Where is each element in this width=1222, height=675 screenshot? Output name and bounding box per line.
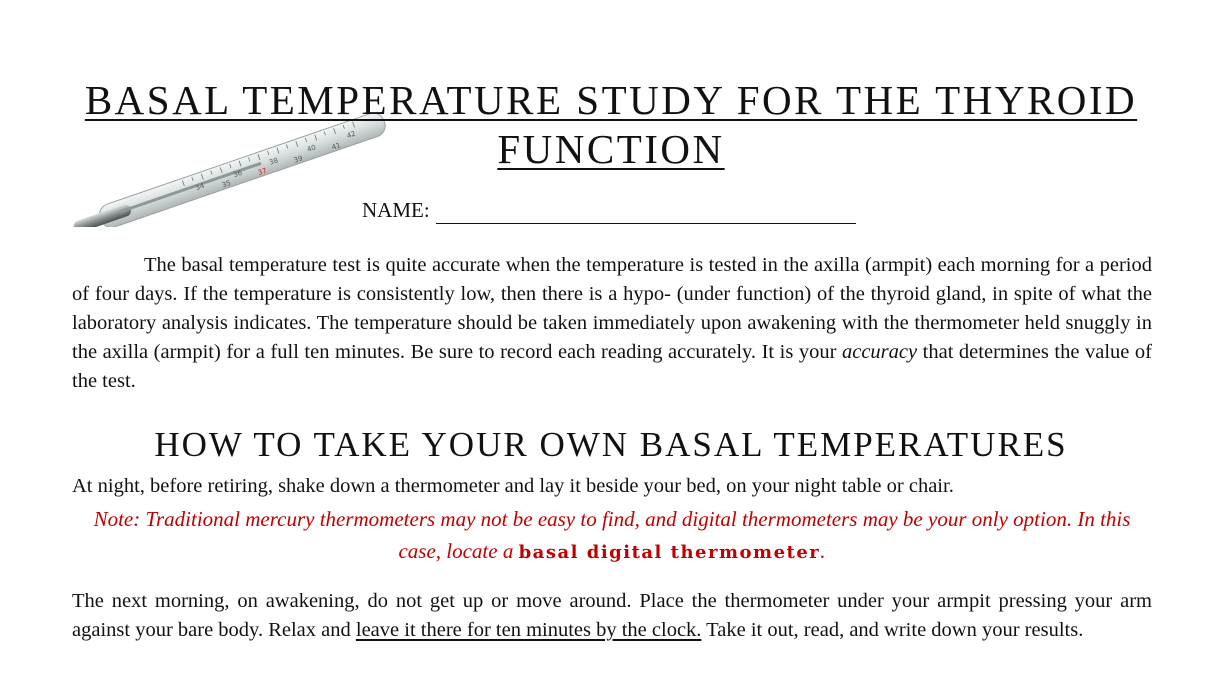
name-blank-line[interactable] — [436, 201, 856, 224]
scale-label: 42 — [345, 129, 357, 141]
emphasis-accuracy: accuracy — [841, 341, 918, 363]
intro-paragraph: The basal temperature test is quite accurate when the temperature is tested in the axilla (armpit) each morning for a period of four days. If the temperature is consistently low, then there is a hypo- (under function) of the thyroid gland, in spite of what the laboratory analysis indicates. The temperature should be taken immediately upon awakening with the thermometer held snuggly in the axilla (armpit) for a full ten minutes. Be sure to record each reading accurately. It is your accuracy that determines the value of the test. — [72, 254, 1152, 392]
name-field-row — [362, 196, 856, 224]
scale-label: 38 — [268, 156, 280, 167]
section-heading: HOW TO TAKE YOUR OWN BASAL TEMPERATURES — [154, 425, 1068, 464]
page-title: BASAL TEMPERATURE STUDY FOR THE THYROID FUNCTION — [84, 77, 1138, 172]
scale-label: 37 — [256, 166, 268, 178]
step-night-paragraph: At night, before retiring, shake down a thermometer and lay it beside your bed, on your night table or chair. — [72, 475, 954, 497]
scale-label: 35 — [220, 178, 233, 190]
scale-label: 34 — [194, 181, 206, 193]
scale-label: 36 — [232, 168, 244, 180]
step-morning-paragraph: The next morning, on awakening, do not get up or move around. Place the thermometer under your armpit pressing your arm against your bare body. Relax and leave it there for ten minutes by the clock. Take it out, read, and write down your results. — [72, 590, 1152, 641]
scale-label: 39 — [292, 154, 304, 165]
underlined-instruction: leave it there for ten minutes by the clock. — [355, 619, 702, 641]
scale-label: 40 — [306, 143, 318, 154]
note-bold-term: basal digital thermometer — [518, 542, 821, 563]
note-paragraph: Note: Traditional mercury thermometers may not be easy to find, and digital thermometers may be your only option. In this case, locate a basal digital thermometer. — [93, 507, 1131, 563]
scale-label: 41 — [330, 141, 342, 152]
name-label: NAME: — [362, 198, 430, 222]
